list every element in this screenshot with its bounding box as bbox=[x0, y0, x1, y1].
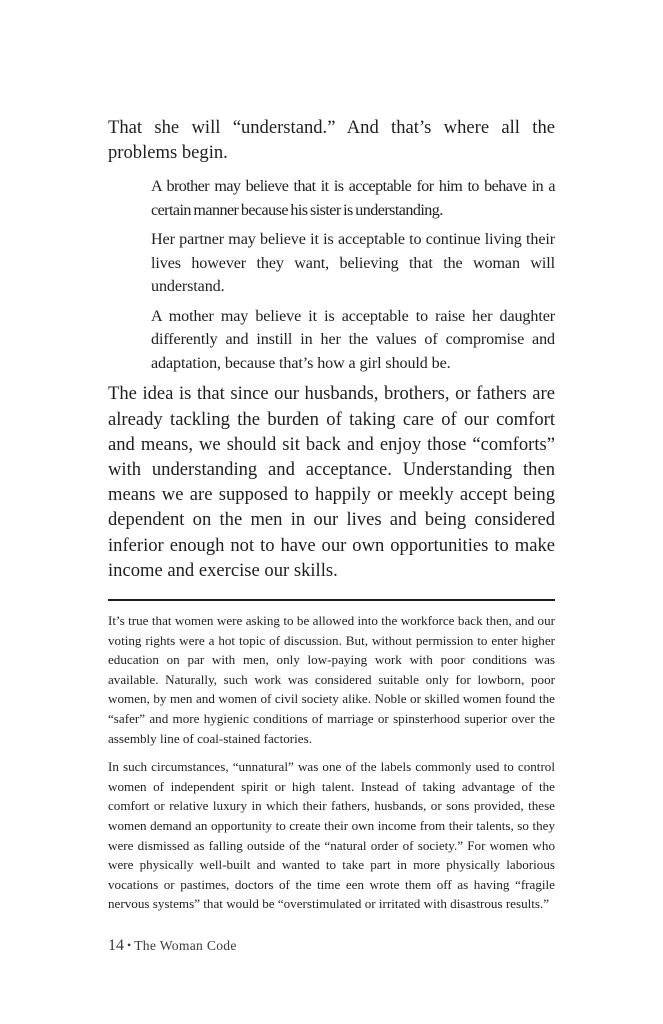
example-list bbox=[151, 175, 555, 375]
closing-paragraph: The idea is that since our husbands, brothers, or fathers are already tackling the burden of taking care of our comfort and means, we should sit back and enjoy those “comforts” with understanding and acceptance. Understanding then means we are supposed to happily or meekly accept being dependent on the men in our lives and being considered inferior enough not to have our own opportunities to make income and exercise our skills. bbox=[108, 383, 555, 581]
page-number: 14 bbox=[108, 937, 124, 954]
page-footer bbox=[108, 934, 237, 957]
example-mother: A mother may believe it is acceptable to raise her daughter differently and instill in her the values of compromise and adaptation, because that’s how a girl should be. bbox=[151, 307, 555, 372]
footnote-paragraph-workforce: It’s true that women were asking to be allowed into the workforce back then, and our voting rights were a hot topic of discussion. But, without permission to enter higher education on par with men, only low-paying work with poor conditions was available. Naturally, such work was considered suitable only for lowborn, poor women, by men and women of civil society alike. Noble or skilled women found the “safer” and more hygienic conditions of marriage or spinsterhood superior over the assembly line of coal-stained factories. bbox=[108, 613, 555, 746]
lead-paragraph: That she will “understand.” And that’s where all the problems begin. bbox=[108, 117, 555, 164]
example-brother: A brother may believe that it is acceptable for him to behave in a certain manner because his sister is understanding. bbox=[151, 178, 555, 219]
page-content bbox=[108, 115, 555, 923]
footnote-paragraph-unnatural: In such circumstances, “unnatural” was one of the labels commonly used to control women of independent spirit or high talent. Instead of taking advantage of the comfort or relative luxury in which their fathers, husbands, or sons provided, these women demand an opportunity to create their own income from their talents, so they were dismissed as falling outside of the “natural order of society.” For women who were physically well-built and wanted to take part in more physically laborious vocations or pastimes, doctors of the time een wrote them off as having “fragile nervous systems” that would be “overstimulated or irritated with disastrous results.” bbox=[108, 759, 555, 912]
footnote-divider bbox=[108, 599, 555, 601]
bullet-separator-icon: • bbox=[127, 938, 132, 952]
running-title: The Woman Code bbox=[134, 938, 237, 953]
example-partner: Her partner may believe it is acceptable to continue living their lives however they want, believing that the woman will understand. bbox=[151, 231, 555, 296]
footnote-block bbox=[108, 611, 555, 914]
